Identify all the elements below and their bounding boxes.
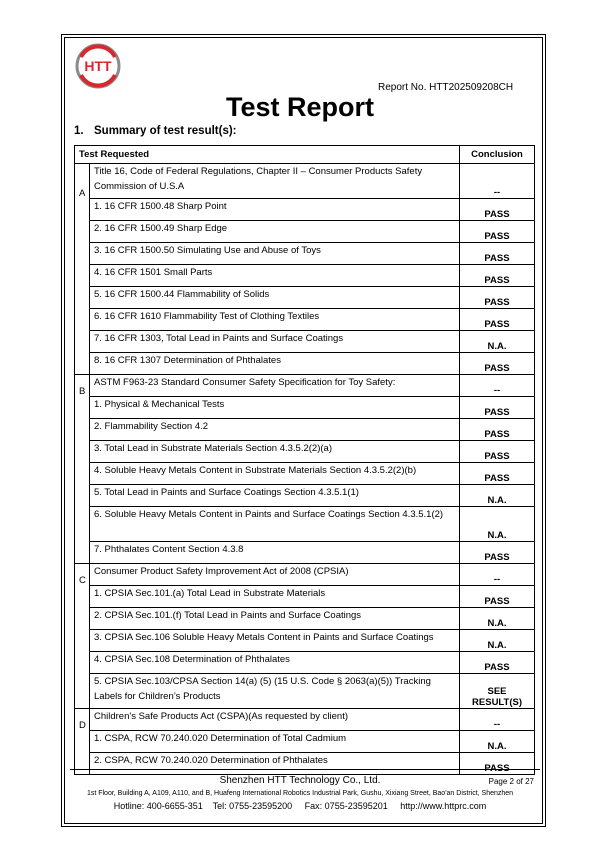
- test-requested-cell: 5. CPSIA Sec.103/CPSA Section 14(a) (5) (15 U.S. Code § 2063(a)(5)) Tracking Labels for Children’s Products: [90, 674, 460, 709]
- group-letter: A: [75, 164, 90, 199]
- page-title: Test Report: [225, 92, 374, 122]
- section-heading: [74, 125, 237, 137]
- conclusion-cell: PASS: [460, 309, 535, 331]
- conclusion-cell: N.A.: [460, 331, 535, 353]
- conclusion-cell: PASS: [460, 243, 535, 265]
- table-row: [75, 608, 535, 630]
- test-requested-cell: Children's Safe Products Act (CSPA)(As requested by client): [90, 709, 460, 731]
- footer-company: Shenzhen HTT Technology Co., Ltd.: [219, 775, 381, 786]
- table-row: [75, 309, 535, 331]
- table-row: [75, 485, 535, 507]
- group-letter-empty: [75, 731, 90, 753]
- table-row: [75, 753, 535, 775]
- conclusion-cell: PASS: [460, 586, 535, 608]
- group-letter-empty: [75, 463, 90, 485]
- table-row: [75, 463, 535, 485]
- table-row: [75, 397, 535, 419]
- conclusion-cell: --: [460, 709, 535, 731]
- conclusion-cell: PASS: [460, 463, 535, 485]
- group-letter-empty: [75, 586, 90, 608]
- table-row: [75, 731, 535, 753]
- group-letter-empty: [75, 419, 90, 441]
- section-number: 1.: [74, 125, 84, 137]
- conclusion-cell: PASS: [460, 753, 535, 775]
- test-requested-cell: Consumer Product Safety Improvement Act of 2008 (CPSIA): [90, 564, 460, 586]
- footer-divider: [70, 769, 540, 770]
- conclusion-cell: PASS: [460, 652, 535, 674]
- conclusion-cell: SEE RESULT(S): [460, 674, 535, 709]
- group-letter-empty: [75, 608, 90, 630]
- group-letter: B: [75, 375, 90, 397]
- group-letter-empty: [75, 221, 90, 243]
- svg-text:HTT: HTT: [84, 58, 112, 74]
- group-letter-empty: [75, 265, 90, 287]
- table-row: [75, 353, 535, 375]
- table-row: [75, 564, 535, 586]
- conclusion-cell: N.A.: [460, 731, 535, 753]
- report-number: Report No. HTT202509208CH: [378, 82, 514, 93]
- test-requested-cell: 7. Phthalates Content Section 4.3.8: [90, 542, 460, 564]
- conclusion-cell: --: [460, 375, 535, 397]
- test-requested-cell: 3. Total Lead in Substrate Materials Section 4.3.5.2(2)(a): [90, 441, 460, 463]
- group-letter-empty: [75, 630, 90, 652]
- group-letter-empty: [75, 652, 90, 674]
- conclusion-cell: N.A.: [460, 608, 535, 630]
- conclusion-cell: PASS: [460, 199, 535, 221]
- group-letter-empty: [75, 309, 90, 331]
- table-row: [75, 164, 535, 199]
- test-requested-cell: 3. 16 CFR 1500.50 Simulating Use and Abuse of Toys: [90, 243, 460, 265]
- conclusion-cell: N.A.: [460, 630, 535, 652]
- conclusion-cell: PASS: [460, 353, 535, 375]
- conclusion-cell: PASS: [460, 221, 535, 243]
- test-requested-cell: 4. CPSIA Sec.108 Determination of Phthalates: [90, 652, 460, 674]
- group-letter: D: [75, 709, 90, 731]
- table-row: [75, 287, 535, 309]
- test-requested-cell: 2. Flammability Section 4.2: [90, 419, 460, 441]
- table-row: [75, 630, 535, 652]
- test-requested-cell: 4. 16 CFR 1501 Small Parts: [90, 265, 460, 287]
- group-letter-empty: [75, 397, 90, 419]
- table-row: [75, 265, 535, 287]
- test-requested-cell: Title 16, Code of Federal Regulations, Chapter II – Consumer Products Safety Commission of U.S.A: [90, 164, 460, 199]
- group-letter-empty: [75, 441, 90, 463]
- group-letter-empty: [75, 674, 90, 709]
- test-requested-cell: 8. 16 CFR 1307 Determination of Phthalates: [90, 353, 460, 375]
- group-letter-empty: [75, 753, 90, 775]
- test-requested-cell: 5. Total Lead in Paints and Surface Coatings Section 4.3.5.1(1): [90, 485, 460, 507]
- table-row: [75, 652, 535, 674]
- htt-logo: [73, 41, 123, 91]
- test-requested-cell: 5. 16 CFR 1500.44 Flammability of Solids: [90, 287, 460, 309]
- conclusion-cell: PASS: [460, 397, 535, 419]
- table-row: [75, 586, 535, 608]
- table-row: [75, 709, 535, 731]
- conclusion-cell: PASS: [460, 287, 535, 309]
- conclusion-cell: PASS: [460, 265, 535, 287]
- test-requested-cell: 6. 16 CFR 1610 Flammability Test of Clothing Textiles: [90, 309, 460, 331]
- group-letter-empty: [75, 542, 90, 564]
- section-title: Summary of test result(s):: [94, 125, 237, 137]
- group-letter-empty: [75, 485, 90, 507]
- table-row: [75, 331, 535, 353]
- test-requested-cell: 4. Soluble Heavy Metals Content in Substrate Materials Section 4.3.5.2(2)(b): [90, 463, 460, 485]
- group-letter-empty: [75, 199, 90, 221]
- footer-contact: Hotline: 400-6655-351 Tel: 0755-23595200 Fax: 0755-23595201 http://www.httprc.com: [113, 801, 487, 811]
- conclusion-cell: --: [460, 564, 535, 586]
- test-requested-cell: 1. CSPA, RCW 70.240.020 Determination of Total Cadmium: [90, 731, 460, 753]
- group-letter-empty: [75, 353, 90, 375]
- table-row: [75, 243, 535, 265]
- group-letter: C: [75, 564, 90, 586]
- test-requested-cell: 2. CPSIA Sec.101.(f) Total Lead in Paints and Surface Coatings: [90, 608, 460, 630]
- conclusion-cell: N.A.: [460, 485, 535, 507]
- conclusion-header: Conclusion: [460, 146, 535, 164]
- table-row: [75, 441, 535, 463]
- table-row: [75, 375, 535, 397]
- test-requested-cell: 3. CPSIA Sec.106 Soluble Heavy Metals Content in Paints and Surface Coatings: [90, 630, 460, 652]
- table-row: [75, 221, 535, 243]
- test-requested-cell: 1. Physical & Mechanical Tests: [90, 397, 460, 419]
- test-requested-cell: 2. CSPA, RCW 70.240.020 Determination of Phthalates: [90, 753, 460, 775]
- conclusion-cell: PASS: [460, 419, 535, 441]
- group-letter-empty: [75, 507, 90, 542]
- test-requested-cell: 7. 16 CFR 1303, Total Lead in Paints and Surface Coatings: [90, 331, 460, 353]
- test-requested-header: Test Requested: [75, 146, 460, 164]
- test-requested-cell: 6. Soluble Heavy Metals Content in Paints and Surface Coatings Section 4.3.5.1(2): [90, 507, 460, 542]
- page-number: Page 2 of 27: [488, 777, 534, 786]
- table-row: [75, 199, 535, 221]
- test-requested-cell: 2. 16 CFR 1500.49 Sharp Edge: [90, 221, 460, 243]
- conclusion-cell: PASS: [460, 542, 535, 564]
- group-letter-empty: [75, 243, 90, 265]
- test-requested-cell: 1. 16 CFR 1500.48 Sharp Point: [90, 199, 460, 221]
- test-requested-cell: ASTM F963-23 Standard Consumer Safety Specification for Toy Safety:: [90, 375, 460, 397]
- conclusion-cell: PASS: [460, 441, 535, 463]
- group-letter-empty: [75, 331, 90, 353]
- group-letter-empty: [75, 287, 90, 309]
- conclusion-cell: --: [460, 164, 535, 199]
- footer-address: 1st Floor, Building A, A109, A110, and B, Huafeng International Robotics Industrial Park, Gushu, Xixiang Street, Bao'an District, Shenzhen: [86, 790, 514, 797]
- test-requested-cell: 1. CPSIA Sec.101.(a) Total Lead in Substrate Materials: [90, 586, 460, 608]
- table-row: [75, 542, 535, 564]
- results-table: [74, 145, 535, 775]
- conclusion-cell: N.A.: [460, 507, 535, 542]
- table-row: [75, 507, 535, 542]
- table-row: [75, 674, 535, 709]
- table-row: [75, 419, 535, 441]
